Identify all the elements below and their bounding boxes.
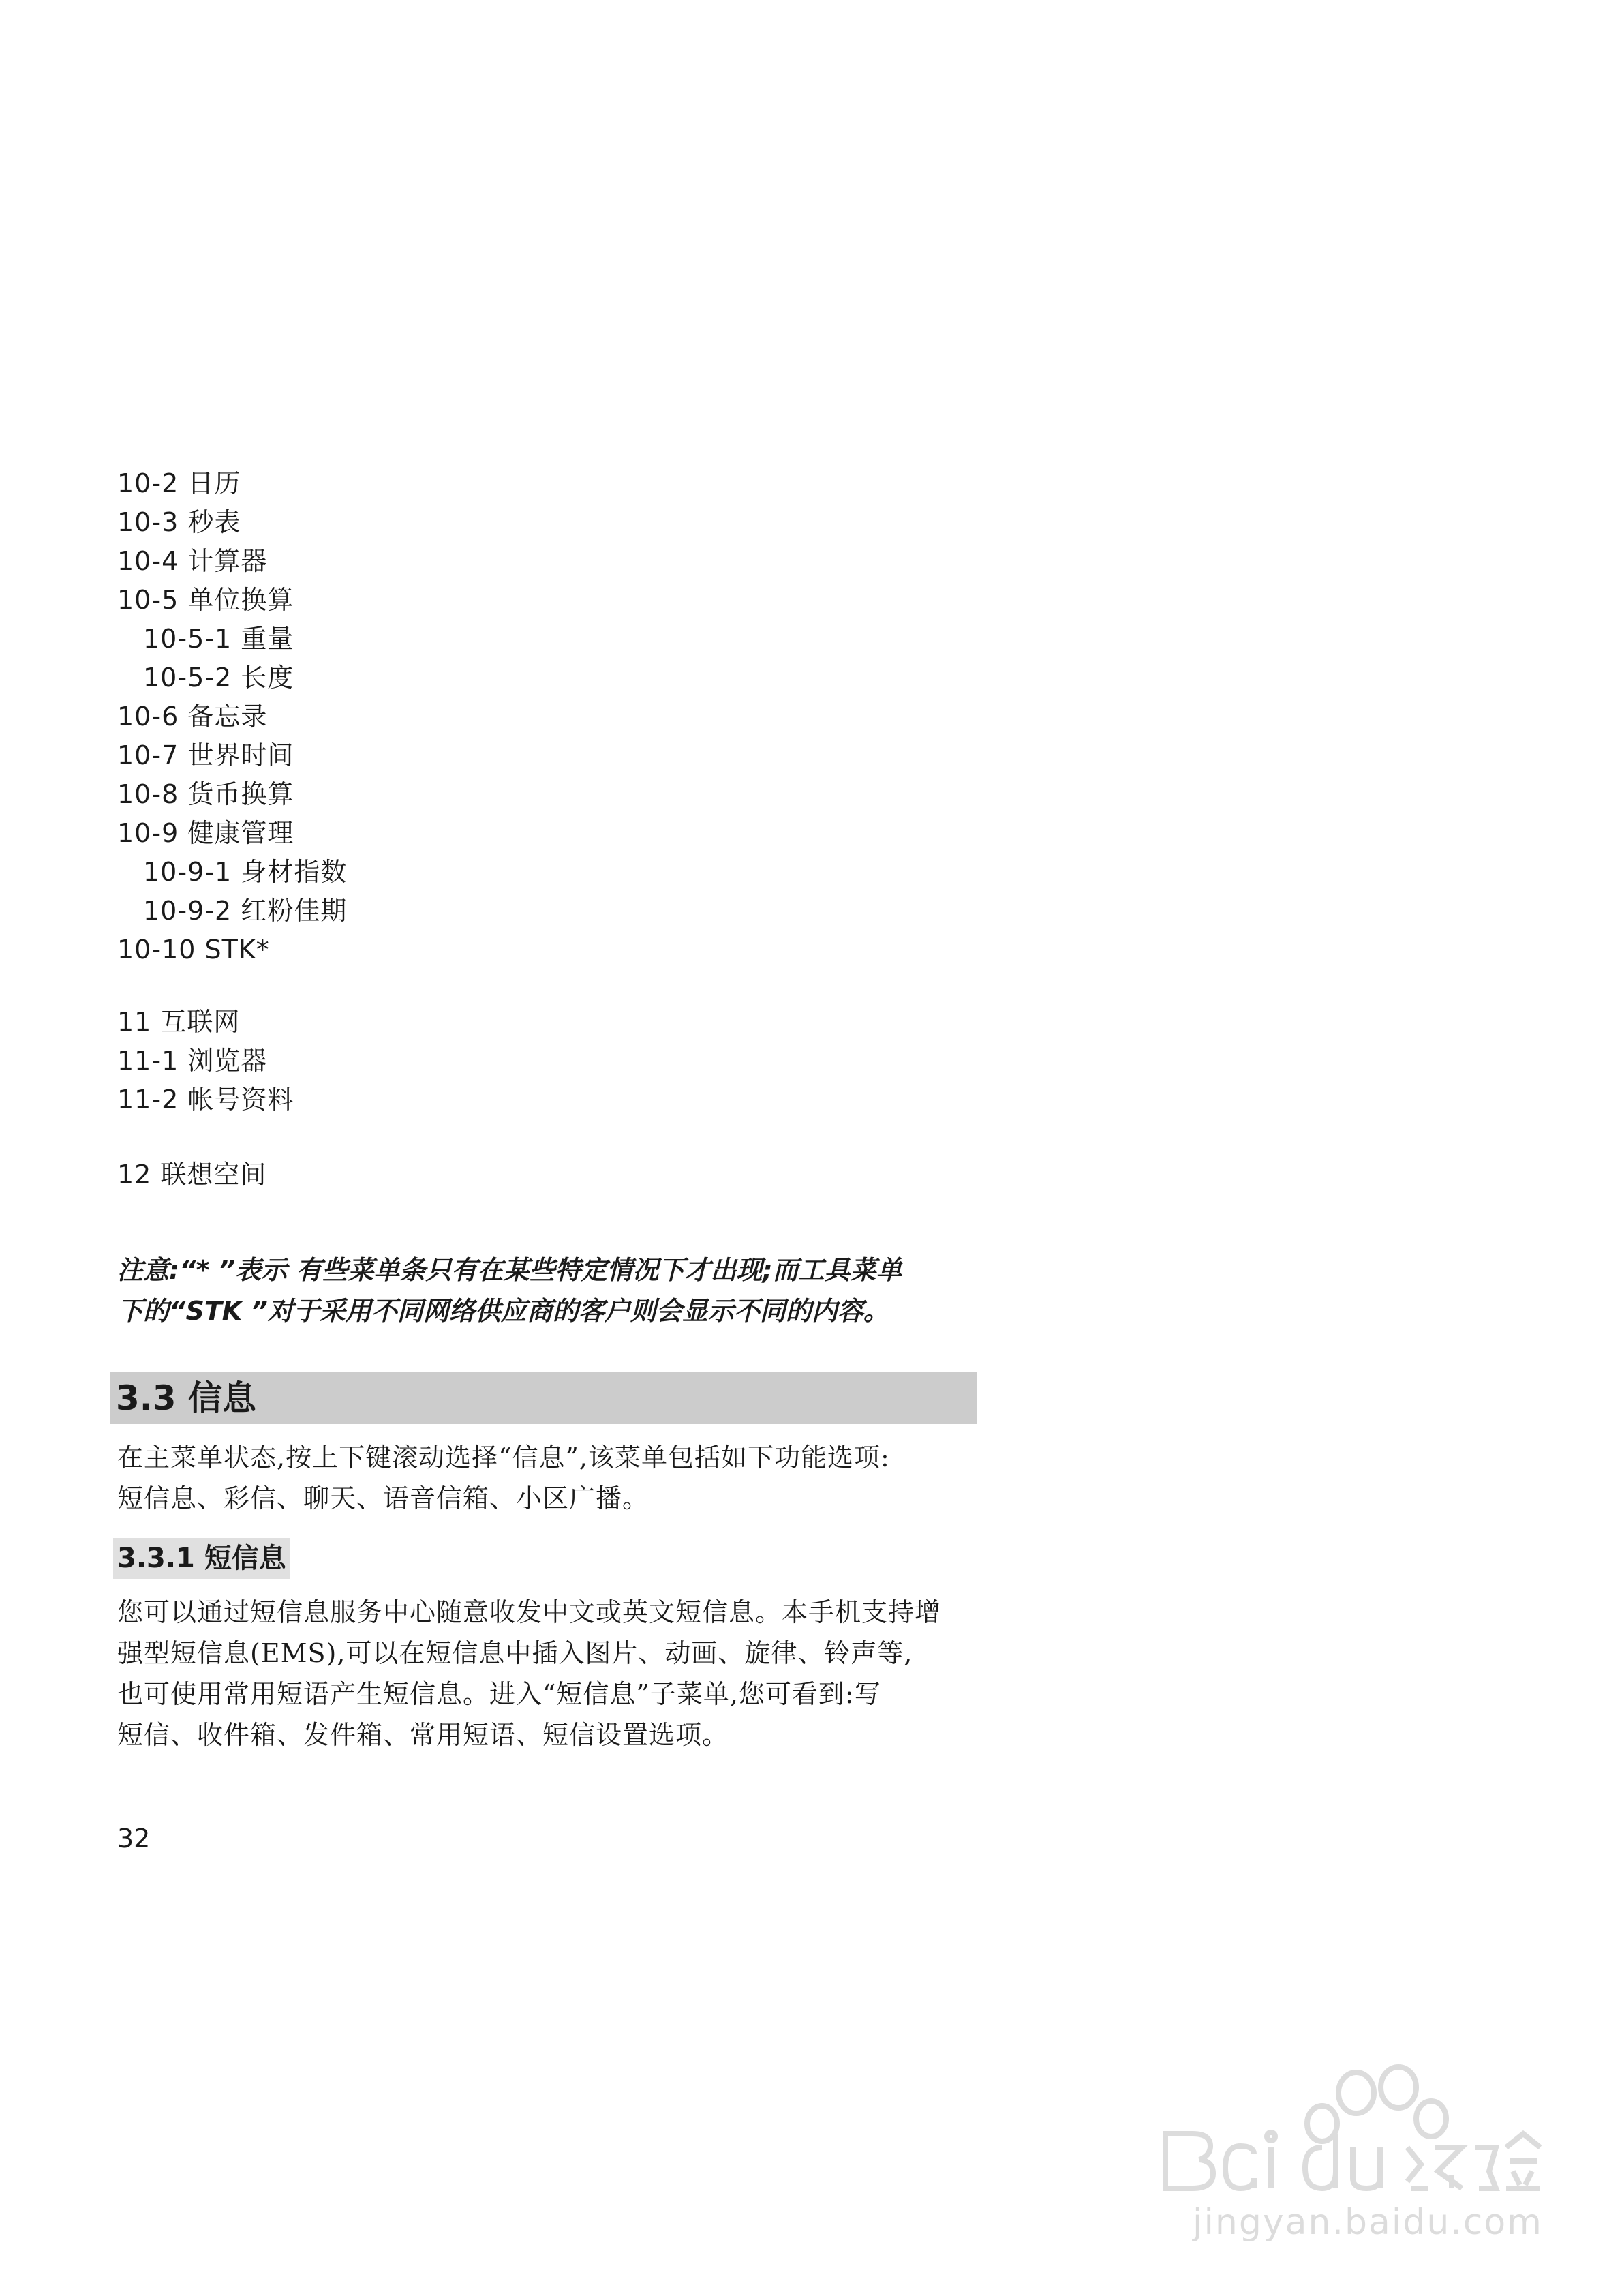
menu-item-10-8: 10-8 货币换算 <box>117 779 294 809</box>
subsection-paragraph-line-2: 强型短信息(EMS),可以在短信息中插入图片、动画、旋律、铃声等, <box>117 1638 913 1668</box>
menu-item-12: 12 联想空间 <box>117 1160 267 1190</box>
menu-item-11: 11 互联网 <box>117 1007 241 1037</box>
subsection-title: 3.3.1 短信息 <box>117 1543 286 1574</box>
menu-item-10-3: 10-3 秒表 <box>117 507 241 537</box>
menu-item-10-5-2: 10-5-2 长度 <box>143 663 294 693</box>
note-line-2: 下的“STK ”对于采用不同网络供应商的客户则会显示不同的内容。 <box>117 1296 889 1326</box>
menu-item-10-6: 10-6 备忘录 <box>117 701 268 731</box>
menu-item-10-5: 10-5 单位换算 <box>117 585 294 615</box>
subsection-paragraph-line-4: 短信、收件箱、发件箱、常用短语、短信设置选项。 <box>117 1720 729 1750</box>
menu-item-11-1: 11-1 浏览器 <box>117 1046 268 1076</box>
menu-item-10-10: 10-10 STK* <box>117 935 270 965</box>
menu-item-10-2: 10-2 日历 <box>117 468 241 498</box>
section-paragraph-line-1: 在主菜单状态,按上下键滚动选择“信息”,该菜单包括如下功能选项: <box>117 1442 890 1472</box>
menu-item-10-5-1: 10-5-1 重量 <box>143 624 294 654</box>
menu-item-11-2: 11-2 帐号资料 <box>117 1085 294 1115</box>
menu-item-10-9-1: 10-9-1 身材指数 <box>143 857 348 887</box>
menu-item-10-9: 10-9 健康管理 <box>117 818 294 848</box>
menu-item-10-7: 10-7 世界时间 <box>117 740 294 770</box>
page-number: 32 <box>117 1824 151 1854</box>
baidu-jingyan-watermark <box>1152 2052 1561 2256</box>
menu-item-10-4: 10-4 计算器 <box>117 546 268 576</box>
menu-item-10-9-2: 10-9-2 红粉佳期 <box>143 896 348 926</box>
watermark-url: jingyan.baidu.com <box>1193 2202 1543 2243</box>
note-line-1: 注意:“* ”表示 有些菜单条只有在某些特定情况下才出现;而工具菜单 <box>117 1255 902 1285</box>
section-paragraph-line-2: 短信息、彩信、聊天、语音信箱、小区广播。 <box>117 1483 649 1513</box>
subsection-paragraph-line-3: 也可使用常用短语产生短信息。进入“短信息”子菜单,您可看到:写 <box>117 1679 881 1709</box>
section-title: 3.3 信息 <box>116 1378 256 1418</box>
subsection-paragraph-line-1: 您可以通过短信息服务中心随意收发中文或英文短信息。本手机支持增 <box>117 1597 942 1627</box>
